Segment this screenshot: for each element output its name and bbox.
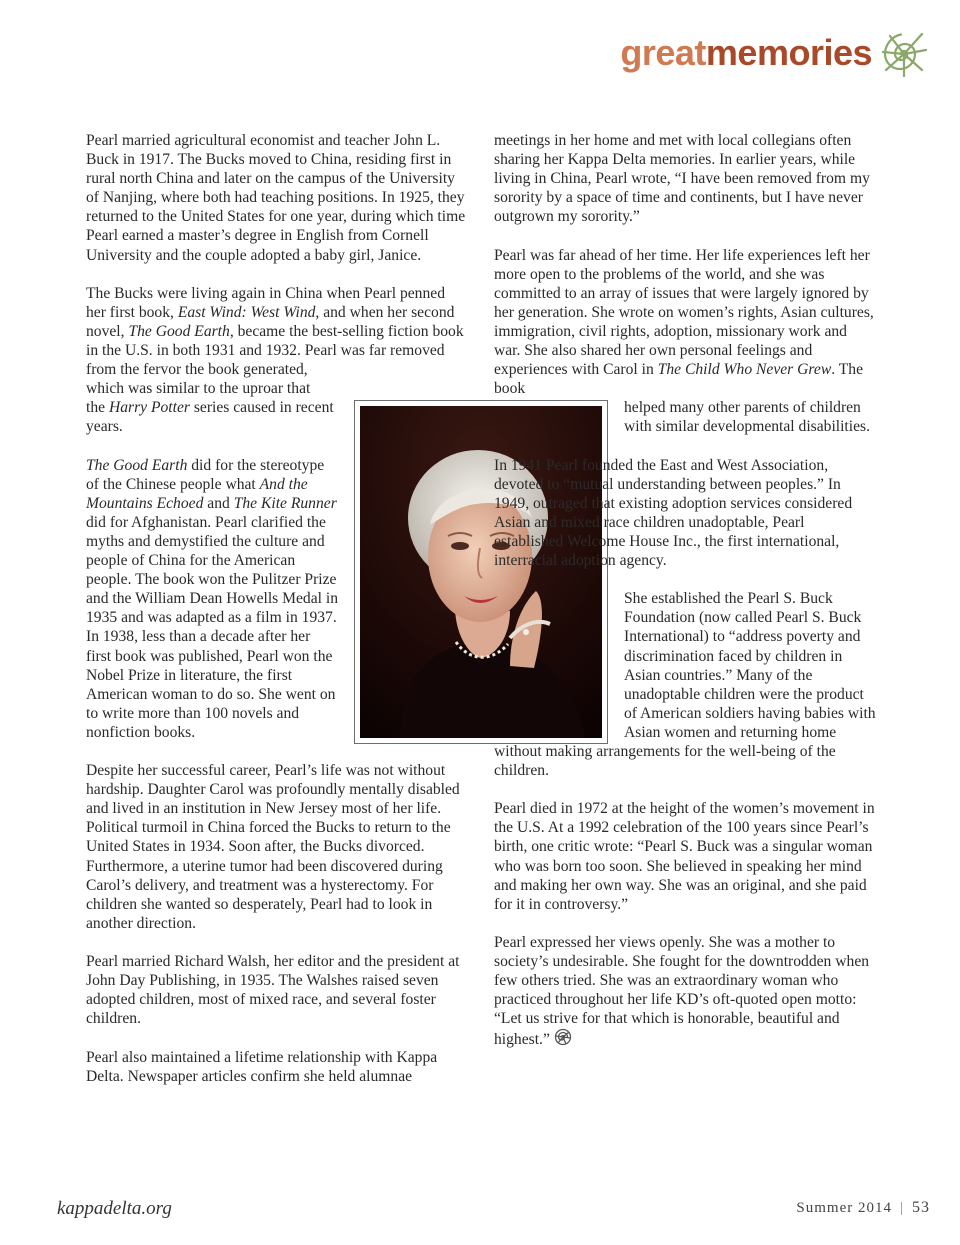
brand-great-text: great — [620, 32, 706, 73]
article-right-column — [494, 131, 876, 1069]
book-title: The Child Who Never Grew — [657, 361, 832, 379]
article-paragraph: meetings in her home and met with local collegians often sharing her Kappa Delta memories. In earlier years, while living in China, Pearl wrote, “I have been removed from my sorority by a space of time and continents, but I have never outgrown my sorority.” — [494, 132, 870, 226]
article-paragraph — [494, 933, 876, 1050]
article-paragraph — [86, 456, 338, 742]
brand-memories-text: memories — [705, 32, 872, 73]
nautilus-shell-icon — [554, 1028, 572, 1046]
section-brand — [620, 32, 872, 73]
paragraph-text: which was similar to the uproar that — [86, 380, 311, 398]
book-title: The Good Earth — [86, 456, 188, 474]
book-title: And the Mountains Echoed — [86, 475, 308, 512]
paragraph-text: and — [203, 494, 234, 512]
footer-issue: Summer 2014 — [796, 1200, 892, 1216]
footer-site: kappadelta.org — [57, 1198, 172, 1219]
article-paragraph: In 1941 Pearl founded the East and West Association, devoted to “mutual understanding between peoples.” In 1949, outraged that existing adoption services considered Asian and mixed race children unadoptable, Pearl established Welcome House Inc., the first international, interracial adoption agency. — [494, 456, 853, 570]
paragraph-text: Pearl expressed her views openly. She was a mother to society’s undesirable. She fought for the downtrodden when few others tried. She was an extraordinary woman who practiced throughout her life KD’s oft-quoted open motto: “Let us strive for that which is honorable, beautiful and highest.” — [494, 933, 870, 1049]
book-title: East Wind: West Wind — [177, 303, 316, 321]
article-paragraph: Pearl also maintained a lifetime relationship with Kappa Delta. Newspaper articles confirm she held alumnae — [86, 1048, 438, 1085]
article-paragraph: Pearl married agricultural economist and teacher John L. Buck in 1917. The Bucks moved to China, residing first in rural north China and later on the campus of the University of Nanjing, where both had teaching positions. In 1925, they returned to the United States for one year, during which time Pearl earned a master’s degree in English from Cornell University and the couple adopted a baby girl, Janice. — [86, 132, 466, 264]
paragraph-text: series caused in recent — [189, 399, 334, 417]
footer-separator: | — [899, 1200, 904, 1216]
paragraph-text: did for Afghanistan. Pearl clarified the myths and demystified the culture and people of China for the American people. The book won the Pulitzer Prize and the William Dean Howells Medal in 1935 and was adapted as a film in 1937. In 1938, less than a decade after her first book was published, Pearl won the Nobel Prize in literature, the first American woman to do so. She went on to write more than 100 novels and nonfiction books. — [86, 513, 338, 741]
paragraph-text: without making arrangements for the well-being of the children. — [494, 743, 836, 780]
paragraph-text: Pearl was far ahead of her time. Her life experiences left her more open to the problems of the world, and she was committed to an array of issues that were largely ignored by her generation. She wrote on women’s rights, Asian cultures, immigration, civil rights, adoption, missionary work and war. She also shared her own personal feelings and experiences with Carol in — [494, 246, 874, 379]
article-paragraph: Pearl married Richard Walsh, her editor and the president at John Day Publishing, in 1935. The Walshes raised seven adopted children, most of mixed race, and several foster children. — [86, 953, 460, 1028]
paragraph-text: years. — [86, 418, 123, 436]
paragraph-text: helped many other parents of children with similar developmental disabilities. — [624, 399, 870, 436]
paragraph-text: . The book — [494, 361, 863, 398]
paragraph-text: the — [86, 399, 109, 417]
paragraph-text: , became the best-selling fiction book in the U.S. in both 1931 and 1932. Pearl was far removed from the fervor the book generated, — [86, 322, 464, 379]
article-paragraph: Despite her successful career, Pearl’s life was not without hardship. Daughter Carol was profoundly mentally disabled and lived in an institution in New Jersey most of her life. Political turmoil in China forced the Bucks to return to the United States in 1934. Soon after, the Bucks divorced. Furthermore, a uterine tumor had been discovered during Carol’s delivery, and treatment was a hysterectomy. For children she wanted so desperately, Pearl had to look in another direction. — [86, 762, 460, 932]
nautilus-shell-icon — [878, 24, 930, 82]
paragraph-text: She established the Pearl S. Buck Foundation (now called Pearl S. Buck International) to “address poverty and discrimination faced by children in Asian countries.” Many of the unadoptable children were the product of American soldiers having babies with Asian women and returning home — [624, 590, 876, 741]
page-number: 53 — [912, 1199, 930, 1216]
article-paragraph — [494, 589, 876, 780]
footer-issue-info — [796, 1199, 930, 1217]
book-title: The Kite Runner — [233, 494, 337, 512]
article-paragraph — [494, 246, 876, 437]
book-title: The Good Earth — [128, 322, 230, 340]
book-title: Harry Potter — [108, 399, 190, 417]
paragraph-text: The Bucks were living again in China when Pearl penned her first book, — [86, 284, 445, 321]
page-header — [620, 22, 930, 84]
paragraph-text: did for the stereotype of the Chinese people what — [86, 456, 325, 493]
paragraph-text: , and when her second novel, — [86, 303, 455, 340]
article-paragraph: Pearl died in 1972 at the height of the women’s movement in the U.S. At a 1992 celebration of the 100 years since Pearl’s birth, one critic wrote: “Pearl S. Buck was a singular woman who was born too soon. She believed in speaking her mind and making her own way. She was an original, and she paid for it in controversy.” — [494, 800, 875, 913]
